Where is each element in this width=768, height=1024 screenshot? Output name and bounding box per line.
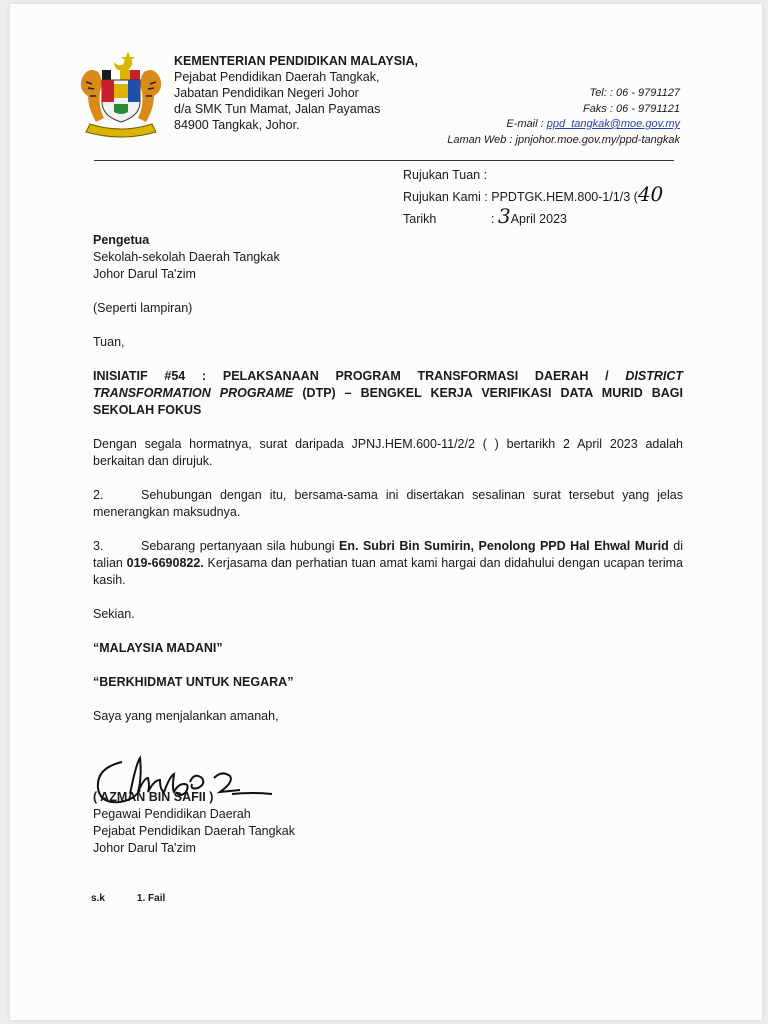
contact-phone: 019-6690822. bbox=[126, 556, 204, 570]
handwritten-day: 3 bbox=[497, 204, 511, 228]
email-line bbox=[447, 117, 680, 133]
tarikh-label: Tarikh bbox=[403, 212, 437, 226]
salutation: Tuan, bbox=[93, 335, 125, 349]
contact-person: En. Subri Bin Sumirin, Penolong PPD Hal Ehwal Murid bbox=[339, 539, 669, 553]
signatory-office: Pejabat Pendidikan Daerah Tangkak bbox=[93, 824, 295, 838]
ministry-address-block bbox=[174, 53, 418, 133]
signatory-role: Pegawai Pendidikan Daerah bbox=[93, 807, 251, 821]
tarikh-separator: : bbox=[491, 212, 495, 226]
subject-italic: DISTRICT TRANSFORMATION PROGRAME bbox=[93, 369, 683, 400]
tarikh-value: April 2023 bbox=[510, 212, 567, 226]
handwritten-signature bbox=[92, 752, 278, 812]
sk-item-fail: 1. Fail bbox=[136, 893, 166, 904]
email-label: E-mail : bbox=[506, 118, 547, 130]
coat-of-arms-logo bbox=[78, 48, 164, 140]
paragraph-2-text: Sehubungan dengan itu, bersama-sama ini disertakan sesalinan surat tersebut yang jelas menerangkan maksudnya. bbox=[93, 488, 683, 519]
signatory-state: Johor Darul Ta'zim bbox=[93, 841, 196, 855]
subject-part-2: (DTP) – BENGKEL KERJA VERIFIKASI DATA MURID BAGI SEKOLAH FOKUS bbox=[93, 386, 683, 417]
contact-block bbox=[447, 86, 680, 148]
paragraph-2-number: 2. bbox=[93, 488, 104, 502]
address-line-3: d/a SMK Tun Mamat, Jalan Payamas bbox=[174, 102, 381, 116]
carbon-copy-list bbox=[91, 893, 197, 904]
sign-off: Saya yang menjalankan amanah, bbox=[93, 709, 279, 723]
rujukan-tuan bbox=[403, 166, 663, 185]
paragraph-3 bbox=[93, 538, 683, 589]
recipient-line-2: Johor Darul Ta'zim bbox=[93, 267, 196, 281]
slogan-madani: “MALAYSIA MADANI” bbox=[93, 641, 223, 655]
address-line-4: 84900 Tangkak, Johor. bbox=[174, 118, 300, 132]
email-link[interactable]: ppd_tangkak@moe.gov.my bbox=[546, 118, 680, 130]
header-divider bbox=[94, 160, 674, 161]
recipient-line-1: Sekolah-sekolah Daerah Tangkak bbox=[93, 250, 280, 264]
rujukan-kami bbox=[403, 182, 664, 207]
subject-heading bbox=[93, 368, 683, 419]
paragraph-3-text-a: Sebarang pertanyaan sila hubungi bbox=[141, 539, 339, 553]
rujukan-kami-value: PPDTGK.HEM.800-1/1/3 ( bbox=[491, 190, 638, 204]
address-line-2: Jabatan Pendidikan Negeri Johor bbox=[174, 86, 359, 100]
ministry-name: KEMENTERIAN PENDIDIKAN MALAYSIA, bbox=[174, 54, 419, 68]
paragraph-3-text-c: di talian bbox=[93, 539, 683, 570]
signatory-name: ( AZMAN BIN SAFII ) bbox=[93, 790, 214, 804]
fax: Faks : 06 - 9791121 bbox=[582, 102, 680, 115]
telephone: Tel: : 06 - 9791127 bbox=[589, 87, 680, 99]
website: Laman Web : jpnjohor.moe.gov.my/ppd-tangkak bbox=[447, 133, 680, 146]
paragraph-3-text-e: Kerjasama dan perhatian tuan amat kami hargai dan didahului dengan ucapan terima kasih. bbox=[93, 556, 683, 587]
recipient-title: Pengetua bbox=[93, 233, 150, 247]
rujukan-tuan-label: Rujukan Tuan : bbox=[403, 168, 488, 182]
paragraph-3-number: 3. bbox=[93, 539, 104, 553]
sk-label: s.k bbox=[91, 893, 105, 904]
tarikh bbox=[403, 204, 663, 229]
reference-block bbox=[403, 166, 663, 229]
closing: Sekian. bbox=[93, 607, 135, 621]
rujukan-kami-label: Rujukan Kami : bbox=[403, 190, 488, 204]
paragraph-1: Dengan segala hormatnya, surat daripada JPNJ.HEM.600-11/2/2 ( ) bertarikh 2 April 2023 adalah berkaitan dan dirujuk. bbox=[93, 437, 683, 468]
subject-part-1: INISIATIF #54 : PELAKSANAAN PROGRAM TRANSFORMASI DAERAH / bbox=[93, 369, 626, 383]
handwritten-reference-number: 40 bbox=[637, 182, 664, 206]
address-line-1: Pejabat Pendidikan Daerah Tangkak, bbox=[174, 70, 380, 84]
paragraph-2 bbox=[93, 487, 683, 521]
lampiran-note: (Seperti lampiran) bbox=[93, 301, 193, 315]
slogan-berkhidmat: “BERKHIDMAT UNTUK NEGARA” bbox=[93, 675, 294, 689]
